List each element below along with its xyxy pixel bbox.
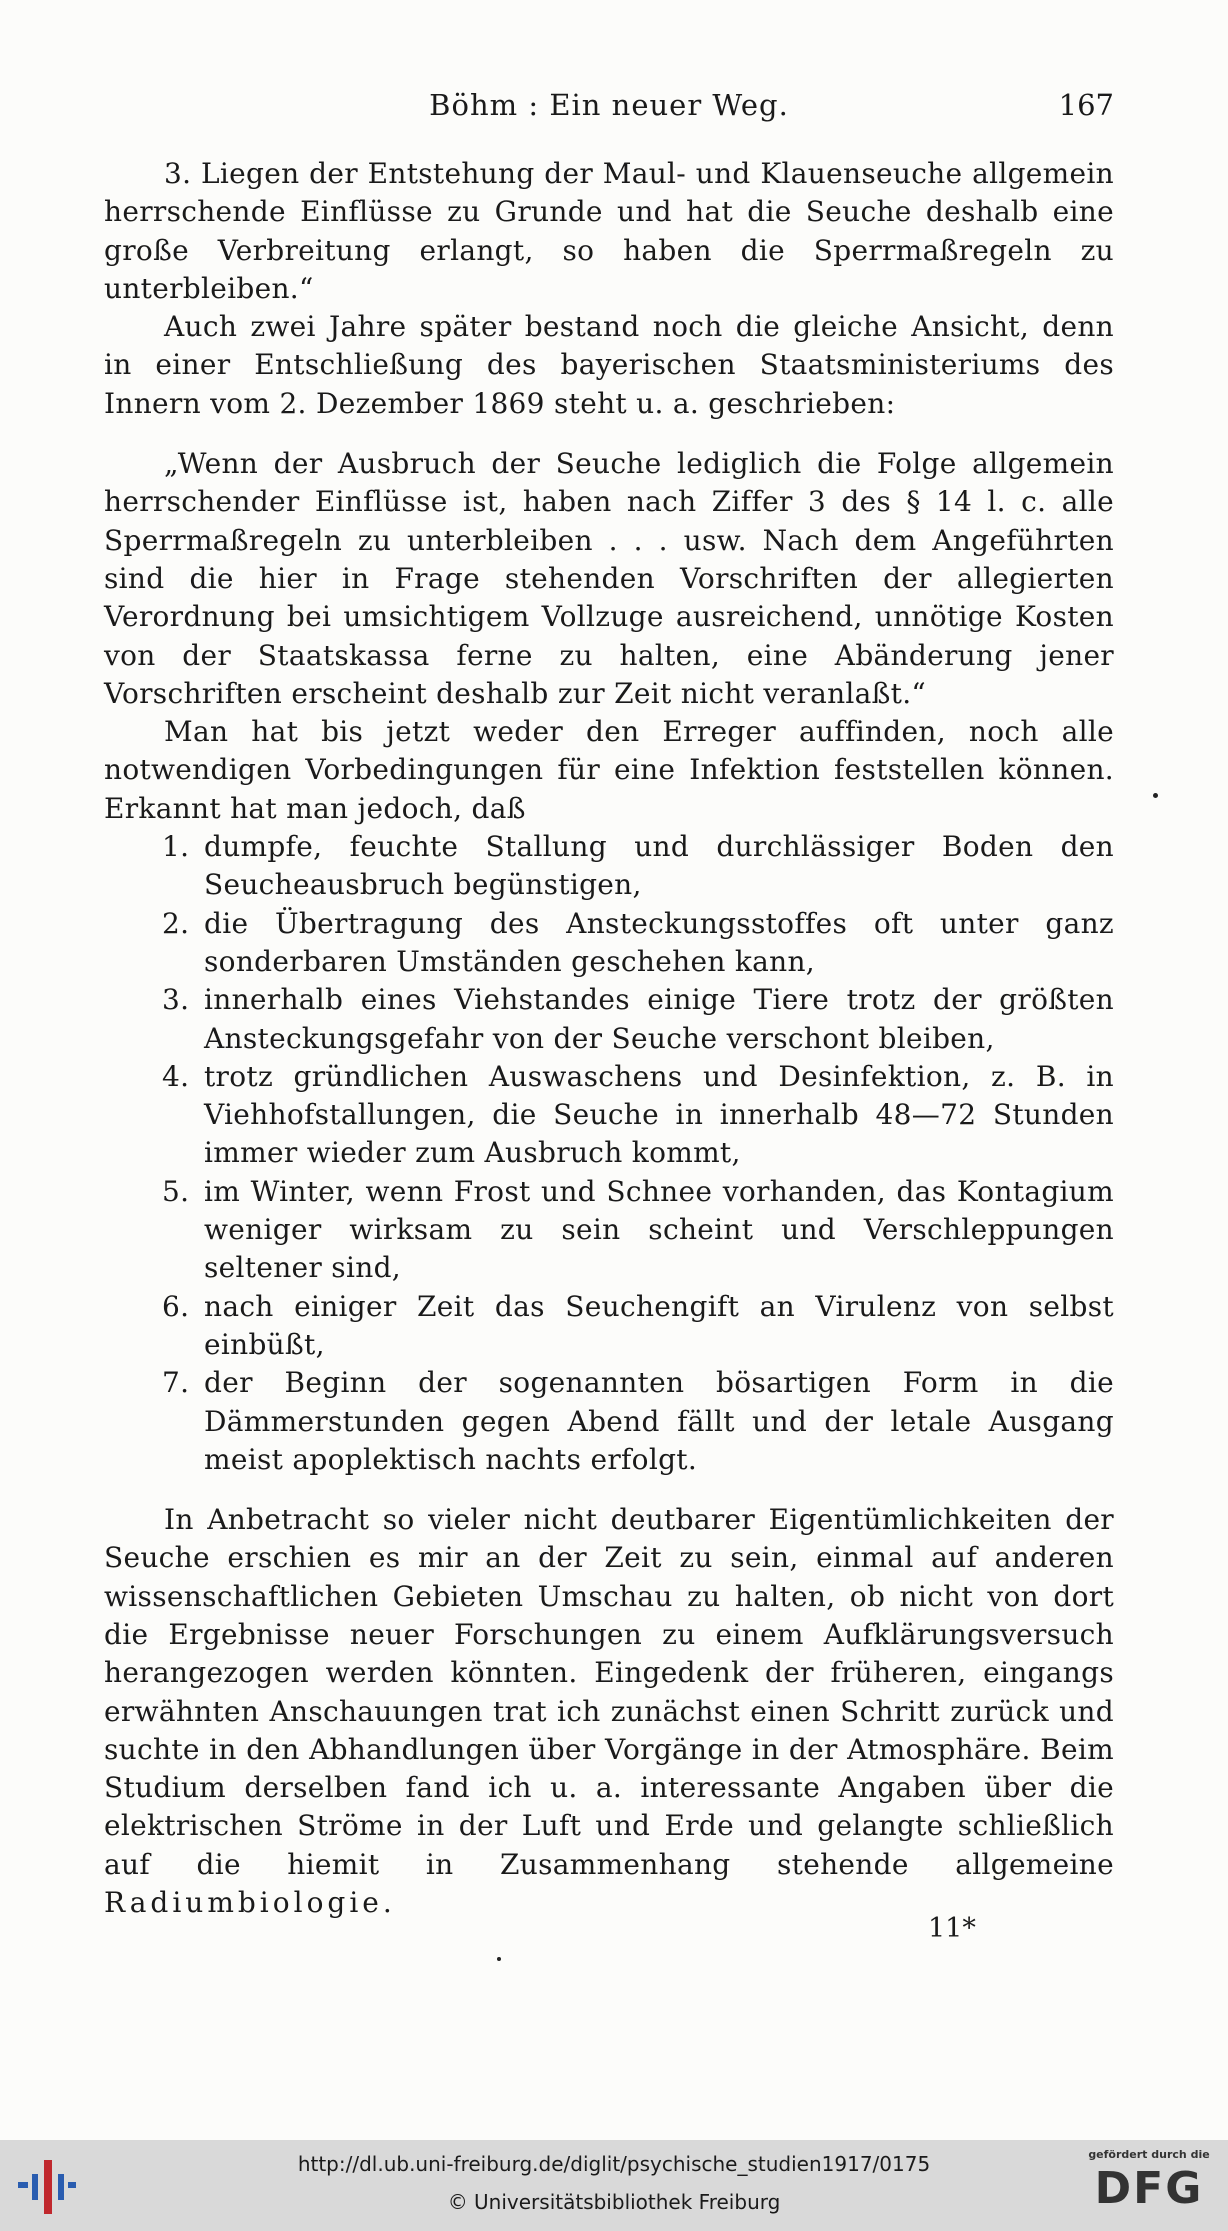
list-item-text: trotz gründlichen Auswaschens und Desinfektion, z. B. in Viehhofstallungen, die Seuche in innerhalb 48—72 Stunden immer wieder zum Ausbruch kommt, bbox=[204, 1059, 1114, 1170]
emphasized-term: Radiumbiologie. bbox=[104, 1886, 396, 1920]
body-text bbox=[104, 155, 1114, 1922]
dfg-wordmark: DFG bbox=[1094, 2163, 1204, 2214]
list-item bbox=[104, 1173, 1114, 1288]
paragraph-pathogen: Man hat bis jetzt weder den Erreger auffinden, noch alle notwendigen Vorbedingungen für eine Infektion feststellen können. Erkannt hat man jedoch, daß bbox=[104, 715, 1114, 825]
list-item-text: nach einiger Zeit das Seuchengift an Virulenz von selbst einbüßt, bbox=[204, 1289, 1114, 1361]
running-title: Böhm : Ein neuer Weg. bbox=[429, 88, 789, 122]
list-item-number: 6. bbox=[162, 1289, 190, 1323]
list-item-number: 1. bbox=[162, 830, 190, 864]
page-number: 167 bbox=[1058, 88, 1114, 122]
source-url-link[interactable]: http://dl.ub.uni-freiburg.de/diglit/psychische_studien1917/0175 bbox=[297, 2152, 931, 2176]
list-item bbox=[104, 1058, 1114, 1173]
copyright-notice: © Universitätsbibliothek Freiburg bbox=[447, 2190, 781, 2214]
running-head bbox=[104, 88, 1114, 128]
scan-speck bbox=[497, 1957, 501, 1961]
conditions-list bbox=[104, 828, 1114, 1479]
list-item bbox=[104, 981, 1114, 1058]
signature-mark: 11* bbox=[928, 1913, 976, 1944]
paragraph-ministry-quote: „Wenn der Ausbruch der Seuche lediglich die Folge allgemein herrschender Einflüsse ist, haben nach Ziffer 3 des § 14 l. c. alle Sperrmaßregeln zu unterbleiben . . . usw. Nach dem Angeführten sind die hier in Frage stehenden Vorschriften der allegierten Verordnung bei umsichtigem Vollzuge ausreichend, unnötige Kosten von der Staatskassa ferne zu halten, eine Abänderung jener Vorschriften erscheint deshalb zur Zeit nicht veranlaßt.“ bbox=[104, 447, 1114, 710]
list-item bbox=[104, 1288, 1114, 1365]
list-item-text: der Beginn der sogenannten bösartigen Form in die Dämmerstunden gegen Abend fällt und der letale Ausgang meist apoplektisch nachts erfolgt. bbox=[204, 1366, 1114, 1476]
paragraph-radium-biology-text: In Anbetracht so vieler nicht deutbarer Eigentümlichkeiten der Seuche erschien es mir an der Zeit zu sein, einmal auf anderen wissenschaftlichen Gebieten Umschau zu halten, ob nicht von dort die Ergebnisse neuer Forschungen zu einem Aufklärungsversuch herangezogen werden könnten. Eingedenk der früheren, eingangs erwähnten Anschauungen trat ich zunächst einen Schritt zurück und suchte in den Abhandlungen über Vorgänge in der Atmosphäre. Beim Studium derselben fand ich u. a. interessante Angaben über die elektrischen Ströme in der Luft und Erde und gelangte schließlich auf die hiemit in Zusammenhang stehende allgemeine bbox=[104, 1503, 1114, 1881]
list-item-number: 4. bbox=[162, 1059, 190, 1093]
paragraph-two-years-later: Auch zwei Jahre später bestand noch die gleiche Ansicht, denn in einer Entschließung des bayerischen Staatsministeriums des Innern vom 2. Dezember 1869 steht u. a. geschrieben: bbox=[104, 310, 1114, 420]
list-item bbox=[104, 828, 1114, 905]
list-item-text: im Winter, wenn Frost und Schnee vorhanden, das Kontagium weniger wirksam zu sein scheint und Verschleppungen seltener sind, bbox=[204, 1174, 1114, 1285]
footer-bar bbox=[0, 2140, 1228, 2231]
list-item-number: 5. bbox=[162, 1174, 190, 1208]
list-item bbox=[104, 1364, 1114, 1479]
list-item-number: 3. bbox=[162, 983, 190, 1017]
dfg-logo bbox=[1084, 2148, 1214, 2224]
paragraph-quote-end: 3. Liegen der Entstehung der Maul- und Klauenseuche allgemein herrschende Einflüsse zu Grunde und hat die Seuche deshalb eine große Verbreitung erlangt, so haben die Sperrmaßregeln zu unterbleiben.“ bbox=[104, 157, 1114, 305]
list-item bbox=[104, 905, 1114, 982]
list-item-text: innerhalb eines Viehstandes einige Tiere trotz der größten Ansteckungsgefahr von der Seuche verschont bleiben, bbox=[204, 983, 1114, 1055]
list-item-number: 2. bbox=[162, 906, 190, 940]
list-item-number: 7. bbox=[162, 1366, 190, 1400]
list-item-text: die Übertragung des Ansteckungsstoffes oft unter ganz sonderbaren Umständen geschehen kann, bbox=[204, 906, 1114, 978]
dfg-caption: gefördert durch die bbox=[1088, 2148, 1210, 2161]
list-item-text: dumpfe, feuchte Stallung und durchlässiger Boden den Seucheausbruch begünstigen, bbox=[204, 830, 1114, 902]
paragraph-radium-biology bbox=[104, 1501, 1114, 1922]
scan-speck bbox=[1153, 793, 1158, 798]
